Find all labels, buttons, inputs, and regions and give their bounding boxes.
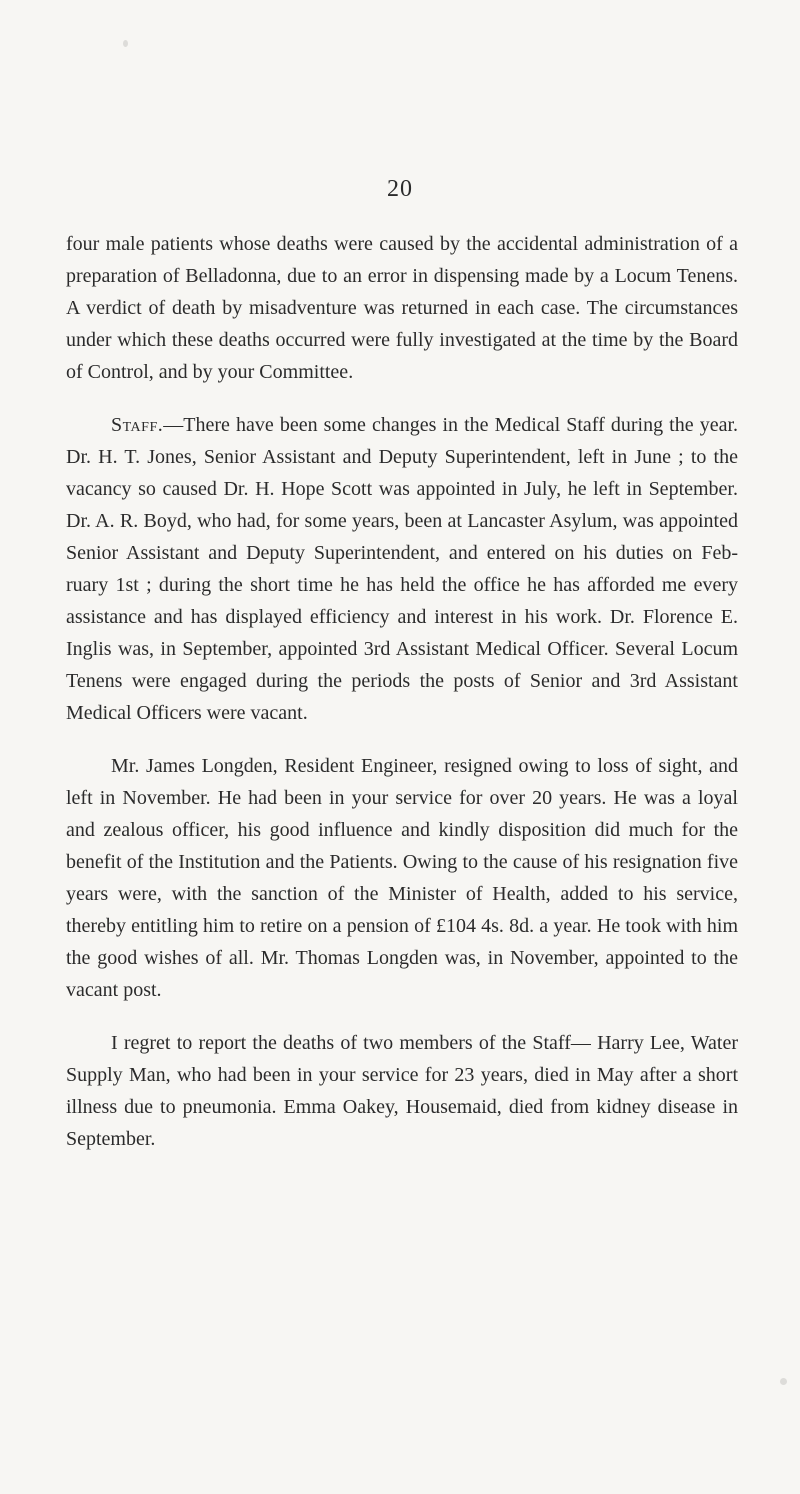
paper-blemish	[780, 1378, 787, 1385]
paragraph-text: Mr. James Longden, Resident Engineer, resigned owing to loss of sight, and left in November. He had been in your service for over 20 years. He was a loyal and zealous officer, his good influence and kindly disposition did much for the benefit of the Institution and the Patients. Owing to the cause of his resignation five years were, with the sanction of the Minister of Health, added to his service, thereby entitling him to retire on a pension of £104 4s. 8d. a year. He took with him the good wishes of all. Mr. Thomas Longden was, in November, appointed to the vacant post.	[66, 755, 738, 1001]
paragraph-staff-changes	[66, 409, 738, 729]
page-number: 20	[387, 176, 413, 202]
paragraph-belladonna-deaths	[66, 228, 738, 388]
paragraph-text: four male patients whose deaths were caused by the accidental administration of a preparation of Belladonna, due to an error in dispensing made by a Locum Tenens. A verdict of death by misadventure was returned in each case. The circumstances under which these deaths occurred were fully investigated at the time by the Board of Control, and by your Committee.	[66, 233, 738, 383]
paper-blemish	[123, 40, 128, 47]
paragraph-engineer-resignation	[66, 750, 738, 1006]
body-text	[66, 228, 738, 1176]
paragraph-text: —There have been some changes in the Medical Staff during the year. Dr. H. T. Jones, Senior Assistant and Deputy Superintendent, left in June ; to the vacancy so caused Dr. H. Hope Scott was appointed in July, he left in September. Dr. A. R. Boyd, who had, for some years, been at Lancaster Asylum, was appointed Senior Assistant and Deputy Superintendent, and entered on his duties on Feb- ruary 1st ; during the short time he has held the office he has afforded me every assistance and has displayed efficiency and interest in his work. Dr. Florence E. Inglis was, in September, appointed 3rd Assistant Medical Officer. Several Locum Tenens were engaged during the periods the posts of Senior and 3rd Assistant Medical Officers were vacant.	[66, 414, 738, 724]
paragraph-text: I regret to report the deaths of two members of the Staff— Harry Lee, Water Supply Man, who had been in your service for 23 years, died in May after a short illness due to pneumonia. Emma Oakey, Housemaid, died from kidney disease in September.	[66, 1032, 738, 1150]
paragraph-staff-deaths	[66, 1027, 738, 1155]
section-lead-staff: Staff.	[111, 414, 164, 436]
